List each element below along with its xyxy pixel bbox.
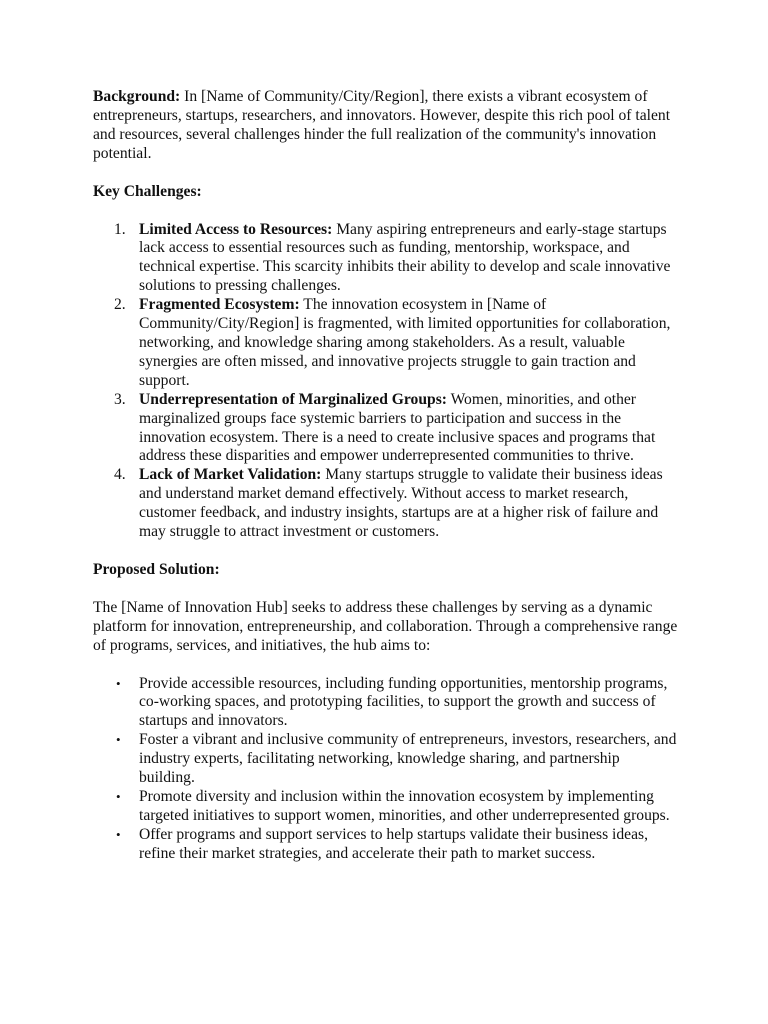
background-paragraph	[93, 88, 678, 164]
solution-item	[93, 826, 678, 864]
challenge-number: 2.	[114, 296, 126, 314]
solution-item	[93, 675, 678, 732]
solution-list	[93, 675, 678, 864]
challenge-text: The innovation ecosystem in [Name of Community/City/Region] is fragmented, with limited opportunities for collaboration, networking, and knowledge sharing among stakeholders. As a result, valuable synergies are often missed, and innovative projects struggle to gain traction and support.	[139, 296, 671, 389]
challenge-number: 4.	[114, 466, 126, 484]
challenge-title: Lack of Market Validation:	[139, 466, 322, 484]
challenge-item	[93, 296, 678, 391]
bullet-icon: •	[116, 732, 121, 748]
background-text: In [Name of Community/City/Region], there exists a vibrant ecosystem of entrepreneurs, startups, researchers, and innovators. However, despite this rich pool of talent and resources, several challenges hinder the full realization of the community's innovation potential.	[93, 88, 671, 162]
bullet-icon: •	[116, 826, 121, 842]
challenge-number: 3.	[114, 390, 126, 408]
background-label: Background:	[93, 88, 181, 105]
challenge-item	[93, 466, 678, 542]
proposed-solution-heading: Proposed Solution:	[93, 560, 220, 578]
challenge-number: 1.	[114, 220, 126, 238]
challenge-title: Fragmented Ecosystem:	[139, 296, 300, 314]
challenge-title: Underrepresentation of Marginalized Groups:	[139, 390, 447, 408]
key-challenges-heading: Key Challenges:	[93, 182, 202, 200]
challenge-text: Many aspiring entrepreneurs and early-stage startups lack access to essential resources such as funding, mentorship, workspace, and technical expertise. This scarcity inhibits their ability to develop and scale innovative solutions to pressing challenges.	[139, 220, 671, 295]
challenge-text: Many startups struggle to validate their business ideas and understand market demand effectively. Without access to market research, customer feedback, and industry insights, startups are at a higher risk of failure and may struggle to attract investment or customers.	[139, 466, 663, 541]
solution-item	[93, 788, 678, 826]
bullet-icon: •	[116, 789, 121, 804]
solution-text: Promote diversity and inclusion within the innovation ecosystem by implementing targeted initiatives to support women, minorities, and other underrepresented groups.	[139, 788, 670, 824]
solution-text: Provide accessible resources, including funding opportunities, mentorship programs, co-working spaces, and prototyping facilities, to support the growth and success of startups and innovators.	[139, 674, 668, 730]
challenges-list	[93, 221, 678, 542]
challenge-text: Women, minorities, and other marginalized groups face systemic barriers to participation and success in the innovation ecosystem. There is a need to create inclusive spaces and programs that address these disparities and empower underrepresented communities to thrive.	[139, 390, 656, 465]
solution-text: Offer programs and support services to help startups validate their business ideas, refine their market strategies, and accelerate their path to market success.	[139, 825, 648, 862]
challenge-item	[93, 221, 678, 297]
bullet-icon: •	[116, 675, 121, 691]
challenge-title: Limited Access to Resources:	[139, 220, 333, 238]
challenge-item	[93, 391, 678, 467]
proposed-solution-intro: The [Name of Innovation Hub] seeks to address these challenges by serving as a dynamic platform for innovation, entrepreneurship, and collaboration. Through a comprehensive range of programs, services, and initiatives, the hub aims to:	[93, 598, 678, 654]
solution-item	[93, 731, 678, 788]
solution-text: Foster a vibrant and inclusive community of entrepreneurs, investors, researchers, and industry experts, facilitating networking, knowledge sharing, and partnership building.	[139, 731, 677, 787]
